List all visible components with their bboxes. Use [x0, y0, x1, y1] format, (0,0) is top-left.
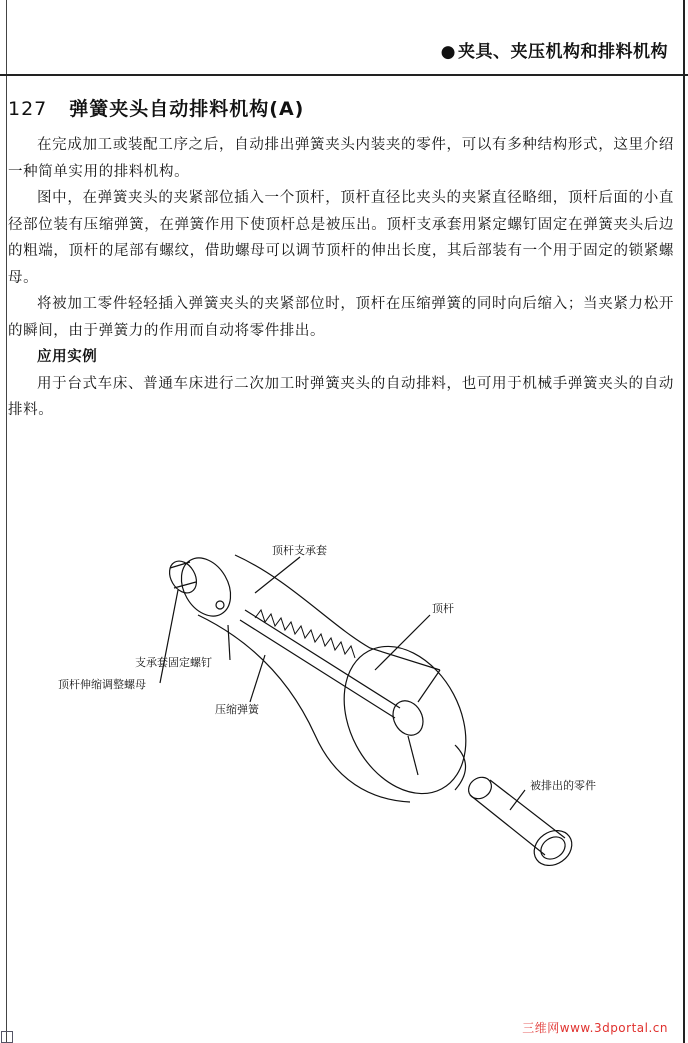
label-spring: 压缩弹簧	[215, 703, 259, 716]
section-number: 127	[8, 98, 48, 120]
paragraph-3: 将被加工零件轻轻插入弹簧夹头的夹紧部位时，顶杆在压缩弹簧的同时向后缩入；当夹紧力松开的瞬间，由于弹簧力的作用而自动将零件排出。	[8, 296, 674, 339]
set-screw-mark	[216, 601, 224, 609]
watermark: 三维网www.3dportal.cn	[522, 1021, 668, 1035]
label-adjust-nut: 顶杆伸缩调整螺母	[58, 678, 146, 691]
paragraph-1: 在完成加工或装配工序之后，自动排出弹簧夹头内装夹的零件，可以有多种结构形式，这里介绍一种简单实用的排料机构。	[8, 137, 674, 180]
subheading-application: 应用实例	[37, 349, 98, 365]
ejector-rod	[240, 610, 400, 718]
header-bullet: ●	[440, 42, 456, 62]
adjust-nut	[164, 556, 202, 597]
label-ejected-part: 被排出的零件	[530, 779, 596, 792]
collet-rear-end	[171, 549, 240, 625]
header-rule	[0, 74, 688, 76]
section-title: 弹簧夹头自动排料机构(A)	[69, 98, 305, 120]
page-corner-icon	[1, 1031, 13, 1043]
paragraph-2: 图中，在弹簧夹头的夹紧部位插入一个顶杆，顶杆直径比夹头的夹紧直径略细，顶杆后面的小直径部位装有压缩弹簧，在弹簧作用下使顶杆总是被压出。顶杆支承套用紧定螺钉固定在弹簧夹头后边的粗端，顶杆的尾部有螺纹，借助螺母可以调节顶杆的伸出长度，其后部装有一个用于固定的锁紧螺母。	[8, 190, 674, 286]
header-title-text: 夹具、夹压机构和排料机构	[458, 42, 668, 62]
body-text	[8, 132, 674, 424]
label-set-screw: 支承套固定螺钉	[135, 656, 212, 669]
running-header	[441, 37, 668, 62]
label-support-sleeve: 顶杆支承套	[272, 544, 327, 557]
collet-body-outline	[235, 555, 440, 670]
paragraph-4: 用于台式车床、普通车床进行二次加工时弹簧夹头的自动排料，也可用于机械手弹簧夹头的自动排料。	[8, 375, 674, 418]
section-heading	[8, 94, 304, 121]
compression-spring	[255, 610, 355, 658]
mechanism-illustration	[0, 530, 688, 910]
label-ejector-rod: 顶杆	[432, 602, 454, 615]
